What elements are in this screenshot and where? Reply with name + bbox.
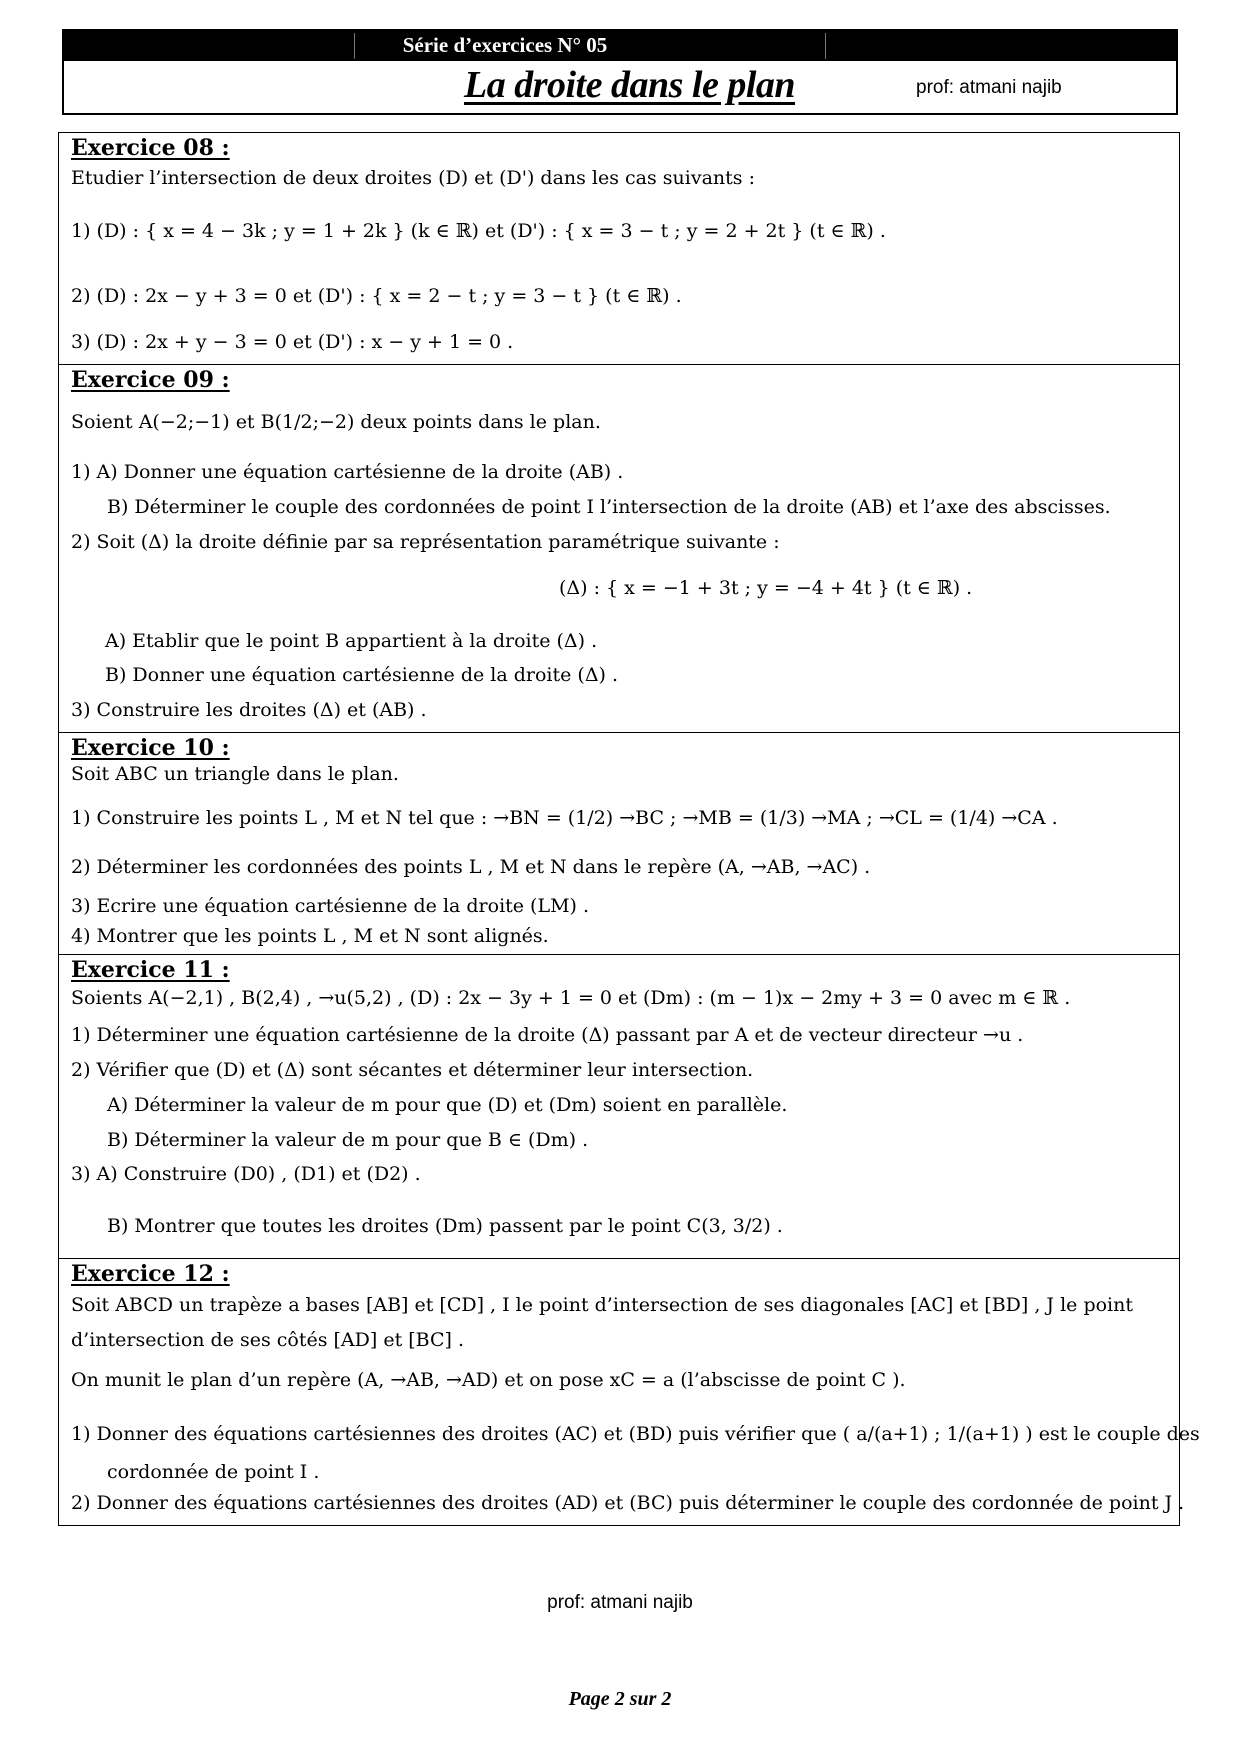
serie-title: Série d’exercices N° 05 <box>402 33 608 57</box>
exercise-08-intro: Etudier l’intersection de deux droites (D) et (D') dans les cas suivants : <box>71 167 755 189</box>
header-box <box>62 29 1178 115</box>
exercise-10-q3: 3) Ecrire une équation cartésienne de la droite (LM) . <box>71 895 590 917</box>
footer-author: prof: atmani najib <box>547 1592 693 1613</box>
exercise-11-q3a: 3) A) Construire (D0) , (D1) et (D2) . <box>71 1163 421 1185</box>
exercise-09 <box>58 364 1180 732</box>
exercise-11-intro: Soients A(−2,1) , B(2,4) , →u(5,2) , (D) : 2x − 3y + 1 = 0 et (Dm) : (m − 1)x − 2my + 3 = 0 avec m ∈ ℝ . <box>71 987 1071 1009</box>
exercise-10 <box>58 732 1180 954</box>
exercise-12-line2: d’intersection de ses côtés [AD] et [BC] . <box>71 1329 465 1351</box>
exercise-10-intro: Soit ABC un triangle dans le plan. <box>71 763 399 785</box>
exercise-09-q2a: A) Etablir que le point B appartient à la droite (Δ) . <box>105 630 598 652</box>
exercise-08 <box>58 132 1180 364</box>
exercise-08-q3: 3) (D) : 2x + y − 3 = 0 et (D') : x − y + 1 = 0 . <box>71 331 514 353</box>
page-number: Page 2 sur 2 <box>568 1688 672 1710</box>
exercise-11-q2: 2) Vérifier que (D) et (Δ) sont sécantes et déterminer leur intersection. <box>71 1059 754 1081</box>
exercise-10-q4: 4) Montrer que les points L , M et N sont alignés. <box>71 925 549 947</box>
exercise-11 <box>58 954 1180 1258</box>
exercise-10-q1: 1) Construire les points L , M et N tel que : →BN = (1/2) →BC ; →MB = (1/3) →MA ; →CL = (1/4) →CA . <box>71 807 1058 829</box>
exercise-12-line3: On munit le plan d’un repère (A, →AB, →AD) et on pose xC = a (l’abscisse de point C ). <box>71 1369 906 1391</box>
exercise-10-q2: 2) Déterminer les cordonnées des points L , M et N dans le repère (A, →AB, →AC) . <box>71 856 871 878</box>
exercise-10-title: Exercice 10 : <box>71 735 230 761</box>
exercise-08-q2: 2) (D) : 2x − y + 3 = 0 et (D') : { x = 2 − t ; y = 3 − t } (t ∈ ℝ) . <box>71 285 682 307</box>
exercise-11-q2b: B) Déterminer la valeur de m pour que B ∈ (Dm) . <box>107 1129 589 1151</box>
exercise-09-q1b: B) Déterminer le couple des cordonnées de point I l’intersection de la droite (AB) et l’axe des abscisses. <box>107 496 1111 518</box>
exercise-08-q1: 1) (D) : { x = 4 − 3k ; y = 1 + 2k } (k ∈ ℝ) et (D') : { x = 3 − t ; y = 2 + 2t } (t ∈ ℝ) . <box>71 220 886 242</box>
exercise-12-q1: 1) Donner des équations cartésiennes des droites (AC) et (BD) puis vérifier que ( a/(a+1) ; 1/(a+1) ) est le couple des <box>71 1423 1200 1445</box>
document-title: La droite dans le plan <box>464 64 796 106</box>
exercise-12-line1: Soit ABCD un trapèze a bases [AB] et [CD] , I le point d’intersection de ses diagonales [AC] et [BD] , J le point <box>71 1294 1133 1316</box>
exercise-11-title: Exercice 11 : <box>71 957 230 983</box>
exercise-09-q2: 2) Soit (Δ) la droite définie par sa représentation paramétrique suivante : <box>71 531 780 553</box>
exercise-09-q1a: 1) A) Donner une équation cartésienne de la droite (AB) . <box>71 461 624 483</box>
exercise-09-q2b: B) Donner une équation cartésienne de la droite (Δ) . <box>105 664 619 686</box>
exercise-09-intro: Soient A(−2;−1) et B(1/2;−2) deux points dans le plan. <box>71 411 601 433</box>
exercise-08-title: Exercice 08 : <box>71 135 230 161</box>
exercise-12 <box>58 1258 1200 1526</box>
header-author: prof: atmani najib <box>916 77 1062 98</box>
exercise-12-q2: 2) Donner des équations cartésiennes des droites (AD) et (BC) puis déterminer le couple des cordonnée de point J . <box>71 1492 1185 1514</box>
exercise-11-q1: 1) Déterminer une équation cartésienne de la droite (Δ) passant par A et de vecteur directeur →u . <box>71 1024 1024 1046</box>
exercise-09-system: (Δ) : { x = −1 + 3t ; y = −4 + 4t } (t ∈ ℝ) . <box>559 577 973 599</box>
exercise-09-q3: 3) Construire les droites (Δ) et (AB) . <box>71 699 427 721</box>
exercise-12-q1-cont: cordonnée de point I . <box>107 1461 320 1483</box>
exercise-12-title: Exercice 12 : <box>71 1261 230 1287</box>
exercise-11-q2a: A) Déterminer la valeur de m pour que (D) et (Dm) soient en parallèle. <box>107 1094 788 1116</box>
exercise-09-title: Exercice 09 : <box>71 367 230 393</box>
exercise-11-q3b: B) Montrer que toutes les droites (Dm) passent par le point C(3, 3/2) . <box>107 1215 783 1237</box>
